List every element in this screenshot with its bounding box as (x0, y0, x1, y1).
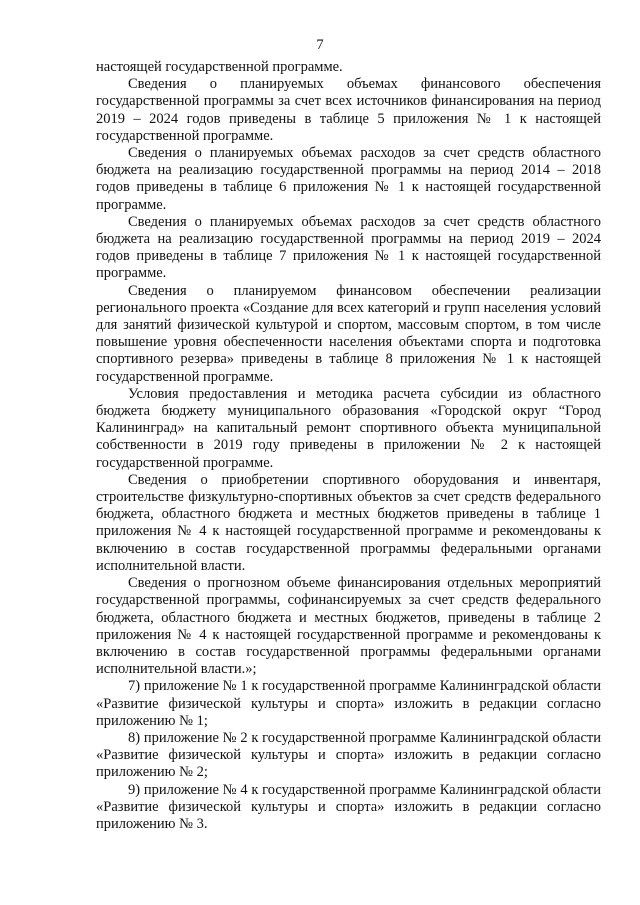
paragraph-table-7: Сведения о планируемых объемах расходов за счет средств областного бюджета на реализацию государственной программы на период 2019 – 2024 годов приведены в таблице 7 приложения № 1 к настоящей государственной программе. (96, 213, 601, 282)
paragraph-item-8: 8) приложение № 2 к государственной программе Калининградской области «Развитие физической культуры и спорта» изложить в редакции согласно приложению № 2; (96, 729, 601, 781)
paragraph-table-6: Сведения о планируемых объемах расходов за счет средств областного бюджета на реализацию государственной программы на период 2014 – 2018 годов приведены в таблице 6 приложения № 1 к настоящей государственной программе. (96, 145, 601, 213)
document-body (96, 59, 601, 833)
paragraph-table-8: Сведения о планируемом финансовом обеспечении реализации регионального проекта «Создание для всех категорий и групп населения условий для занятий физической культурой и спортом, массовым спортом, в том числе повышение уровня обеспеченности населения объектами спорта и подготовка спортивного резерва» приведены в таблице 8 приложения № 1 к настоящей государственной программе. (96, 282, 601, 385)
paragraph-table-5: Сведения о планируемых объемах финансового обеспечения государственной программы за счет всех источников финансирования на период 2019 – 2024 годов приведены в таблице 5 приложения № 1 к настоящей государственной программе. (96, 76, 601, 144)
paragraph-equipment: Сведения о приобретении спортивного оборудования и инвентаря, строительстве физкультурно-спортивных объектов за счет средств федерального бюджета, областного бюджета и местных бюджетов приведены в таблице 1 приложения № 4 к настоящей государственной программе и рекомендованы к включению в состав государственной программы федеральными органами исполнительной власти. (96, 471, 601, 574)
page-number: 7 (316, 37, 324, 53)
paragraph-continuation: настоящей государственной программе. (96, 59, 343, 75)
paragraph-forecast: Сведения о прогнозном объеме финансирования отдельных мероприятий государственной программы, софинансируемых за счет средств федерального бюджета, областного бюджета и местных бюджетов, приведены в таблице 2 приложения № 4 к настоящей государственной программе и рекомендованы к включению в состав государственной программы федеральными органами исполнительной власти.»; (96, 575, 601, 678)
paragraph-subsidy: Условия предоставления и методика расчета субсидии из областного бюджета бюджету муниципального образования «Городской округ “Город Калининград» на капитальный ремонт спортивного объекта муниципальной собственности в 2019 году приведены в приложении № 2 к настоящей государственной программе. (96, 385, 601, 471)
paragraph-item-7: 7) приложение № 1 к государственной программе Калининградской области «Развитие физической культуры и спорта» изложить в редакции согласно приложению № 1; (96, 678, 601, 729)
paragraph-item-9: 9) приложение № 4 к государственной программе Калининградской области «Развитие физической культуры и спорта» изложить в редакции согласно приложению № 3. (96, 781, 601, 832)
